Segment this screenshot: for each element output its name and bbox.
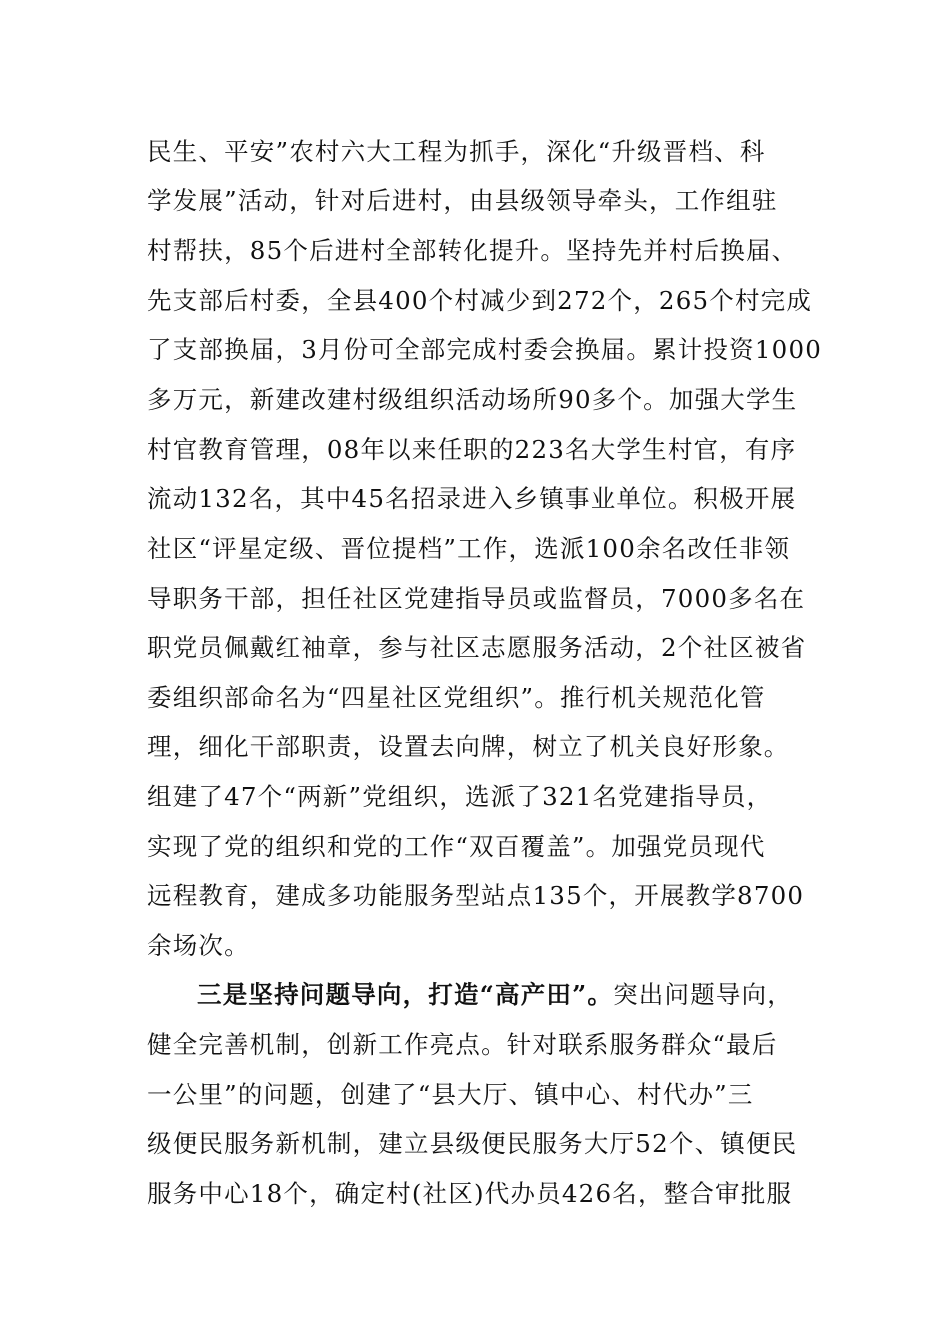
section-heading-continuation: 突出问题导向， <box>613 980 793 1009</box>
body-text-line: 服务中心18个，确定村(社区)代办员426名，整合审批服 <box>147 1179 793 1208</box>
body-text-line: 健全完善机制，创新工作亮点。针对联系服务群众“最后 <box>147 1030 778 1059</box>
body-text-line: 委组织部命名为“四星社区党组织”。推行机关规范化管 <box>147 683 766 712</box>
body-text-line: 了支部换届，3月份可全部完成村委会换届。累计投资1000 <box>147 335 823 364</box>
body-text-line: 组建了47个“两新”党组织，选派了321名党建指导员， <box>147 782 773 811</box>
body-text-line: 实现了党的组织和党的工作“双百覆盖”。加强党员现代 <box>147 832 766 861</box>
body-text-line: 导职务干部，担任社区党建指导员或监督员，7000多名在 <box>147 584 806 613</box>
body-text-line: 村帮扶，85个后进村全部转化提升。坚持先并村后换届、 <box>147 236 798 265</box>
body-text-line: 一公里”的问题，创建了“县大厅、镇中心、村代办”三 <box>147 1080 754 1109</box>
body-text-line: 职党员佩戴红袖章，参与社区志愿服务活动，2个社区被省 <box>147 633 807 662</box>
body-text-line: 多万元，新建改建村级组织活动场所90多个。加强大学生 <box>147 385 798 414</box>
section-heading: 三是坚持问题导向，打造“高产田”。 <box>197 980 614 1009</box>
body-text-line: 先支部后村委，全县400个村减少到272个，265个村完成 <box>147 286 813 315</box>
paragraph-first-line <box>197 975 857 1015</box>
body-text-line: 学发展”活动，针对后进村，由县级领导牵头，工作组驻 <box>147 186 778 215</box>
body-text-line: 余场次。 <box>147 931 250 960</box>
body-text-line: 社区“评星定级、晋位提档”工作，选派100余名改任非领 <box>147 534 791 563</box>
body-text-line: 理，细化干部职责，设置去向牌，树立了机关良好形象。 <box>147 732 790 761</box>
body-text-line: 村官教育管理，08年以来任职的223名大学生村官，有序 <box>147 435 797 464</box>
body-text-line: 民生、平安”农村六大工程为抓手，深化“升级晋档、科 <box>147 137 766 166</box>
body-text-line: 级便民服务新机制，建立县级便民服务大厅52个、镇便民 <box>147 1129 798 1158</box>
body-text-line: 流动132名，其中45名招录进入乡镇事业单位。积极开展 <box>147 484 797 513</box>
body-text-line: 远程教育，建成多功能服务型站点135个，开展教学8700 <box>147 881 805 910</box>
